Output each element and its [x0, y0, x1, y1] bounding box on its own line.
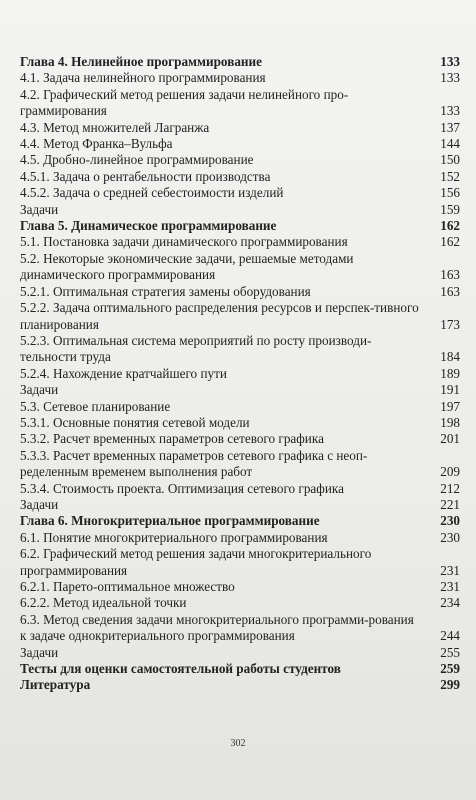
- toc-entry: [20, 120, 460, 136]
- toc-entry-page: 197: [440, 398, 460, 414]
- toc-entry-title: 5.3.2. Расчет временных параметров сетевого графика: [20, 431, 324, 447]
- toc-entry: [20, 415, 460, 431]
- toc-entry-page: 198: [440, 414, 460, 430]
- toc-entry-title: Задачи: [20, 644, 59, 660]
- toc-entry-page: 201: [440, 431, 460, 447]
- toc-entry-title: Задачи: [20, 496, 59, 512]
- toc-entry-title: 5.2.3. Оптимальная система мероприятий по росту производи-тельности труда: [20, 332, 372, 365]
- toc-entry-title: Глава 4. Нелинейное программирование: [20, 54, 262, 69]
- toc-entry-title: 6.1. Понятие многокритериального программирования: [20, 529, 328, 545]
- toc-entry-title: 6.3. Метод сведения задачи многокритериального программи-рования к задаче однокритериального программирования: [20, 611, 414, 644]
- toc-entry: [20, 70, 460, 86]
- toc-entry-page: 133: [440, 54, 460, 69]
- toc-entry-title: 4.5.2. Задача о средней себестоимости изделий: [20, 185, 284, 201]
- toc-entry: [20, 284, 460, 300]
- toc-entry-page: 173: [440, 316, 460, 332]
- toc-entry-title: 4.4. Метод Франка–Вульфа: [20, 136, 173, 152]
- toc-entry-page: 244: [440, 628, 460, 644]
- toc-entry-page: 259: [440, 661, 460, 677]
- toc-entry-title: 5.3.1. Основные понятия сетевой модели: [20, 414, 250, 430]
- toc-entry: [20, 579, 460, 595]
- toc-entry: [20, 152, 460, 168]
- toc-entry-title: 4.2. Графический метод решения задачи нелинейного про-граммирования: [20, 86, 349, 119]
- toc-entry-title: 5.2.2. Задача оптимального распределения ресурсов и перспек-тивного планирования: [20, 300, 419, 332]
- toc-entry: [20, 595, 460, 611]
- toc-entry-title: 4.5.1. Задача о рентабельности производства: [20, 168, 271, 184]
- toc-entry: [20, 202, 460, 218]
- table-of-contents: [20, 54, 460, 694]
- toc-entry-title: 6.2.2. Метод идеальной точки: [20, 595, 187, 611]
- toc-chapter-entry: [20, 218, 460, 234]
- toc-entry-page: 156: [440, 185, 460, 201]
- toc-entry: [20, 185, 460, 201]
- toc-entry-title: 6.2.1. Парето-оптимальное множество: [20, 579, 235, 594]
- toc-entry-title: 5.2. Некоторые экономические задачи, решаемые методами динамического программирования: [20, 250, 354, 283]
- toc-entry: [20, 333, 460, 366]
- toc-entry-page: 159: [440, 201, 460, 217]
- toc-entry: [20, 546, 460, 579]
- toc-entry: [20, 399, 460, 415]
- toc-entry: [20, 448, 460, 481]
- toc-entry-page: 191: [440, 382, 460, 398]
- toc-entry: [20, 87, 460, 120]
- toc-entry-title: 5.1. Постановка задачи динамического программирования: [20, 234, 348, 250]
- toc-entry-title: 5.2.1. Оптимальная стратегия замены оборудования: [20, 283, 311, 299]
- toc-entry-page: 144: [440, 136, 460, 152]
- toc-entry-title: Задачи: [20, 382, 59, 398]
- toc-entry-page: 152: [440, 168, 460, 184]
- toc-entry-title: 4.1. Задача нелинейного программирования: [20, 70, 266, 86]
- toc-entry: [20, 251, 460, 284]
- toc-entry-page: 299: [440, 677, 460, 693]
- toc-entry-title: Глава 5. Динамическое программирование: [20, 218, 277, 234]
- toc-entry: [20, 300, 460, 333]
- toc-entry-page: 255: [440, 644, 460, 660]
- toc-entry: [20, 645, 460, 661]
- toc-entry-title: 4.5. Дробно-линейное программирование: [20, 152, 254, 168]
- toc-entry-page: 231: [440, 579, 460, 594]
- toc-entry-page: 163: [440, 267, 460, 283]
- toc-entry-page: 209: [440, 464, 460, 480]
- toc-entry-page: 189: [440, 365, 460, 381]
- toc-entry-page: 234: [440, 595, 460, 611]
- toc-entry-title: 6.2. Графический метод решения задачи многокритериального программирования: [20, 546, 372, 578]
- toc-entry: [20, 169, 460, 185]
- page-number: 302: [230, 738, 246, 749]
- toc-entry: [20, 497, 460, 513]
- toc-entry-page: 162: [440, 218, 460, 234]
- toc-entry-page: 137: [440, 119, 460, 135]
- toc-entry: [20, 234, 460, 250]
- toc-entry-page: 221: [440, 496, 460, 512]
- toc-entry-page: 231: [440, 562, 460, 578]
- toc-entry-title: 5.3.4. Стоимость проекта. Оптимизация сетевого графика: [20, 480, 344, 496]
- toc-entry: [20, 366, 460, 382]
- toc-entry-title: 5.3. Сетевое планирование: [20, 398, 171, 414]
- toc-entry-title: Глава 6. Многокритериальное программирование: [20, 513, 320, 529]
- toc-entry-title: Литература: [20, 677, 91, 693]
- toc-entry-page: 163: [440, 283, 460, 299]
- toc-entry-page: 133: [440, 70, 460, 86]
- toc-entry-title: 5.3.3. Расчет временных параметров сетевого графика с неоп-ределенным временем выполнения работ: [20, 447, 368, 480]
- toc-entry-page: 162: [440, 234, 460, 250]
- toc-entry-page: 133: [440, 103, 460, 119]
- toc-entry-title: 4.3. Метод множителей Лагранжа: [20, 119, 210, 135]
- toc-entry: [20, 612, 460, 645]
- toc-entry: [20, 530, 460, 546]
- toc-entry-title: Тесты для оценки самостоятельной работы студентов: [20, 661, 341, 677]
- toc-chapter-entry: [20, 677, 460, 693]
- toc-entry-page: 230: [440, 513, 460, 529]
- toc-chapter-entry: [20, 54, 460, 70]
- toc-entry-page: 230: [440, 529, 460, 545]
- toc-entry: [20, 382, 460, 398]
- toc-entry-page: 212: [440, 480, 460, 496]
- toc-chapter-entry: [20, 513, 460, 529]
- toc-entry: [20, 136, 460, 152]
- toc-entry-page: 150: [440, 152, 460, 168]
- toc-entry-page: 184: [440, 349, 460, 365]
- toc-entry: [20, 481, 460, 497]
- toc-chapter-entry: [20, 661, 460, 677]
- toc-entry: [20, 431, 460, 447]
- toc-entry-title: Задачи: [20, 201, 59, 217]
- toc-entry-title: 5.2.4. Нахождение кратчайшего пути: [20, 365, 227, 381]
